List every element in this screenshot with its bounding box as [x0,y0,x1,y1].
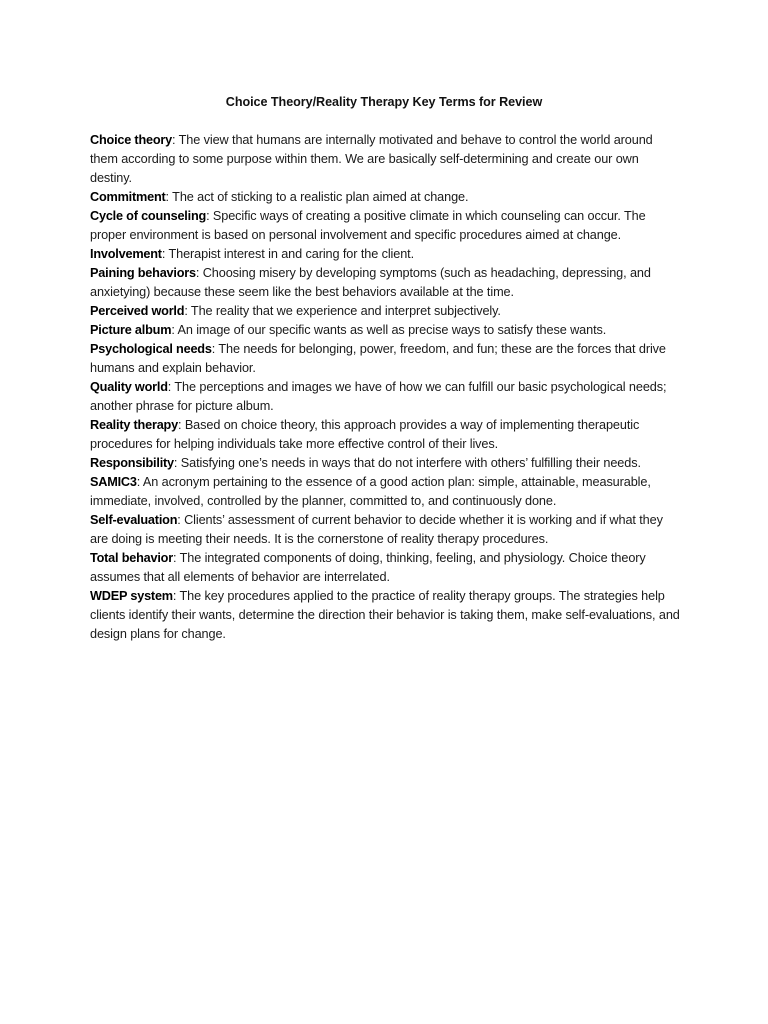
entry-definition: : Based on choice theory, this approach provides a way of implementing therapeutic procedures for helping individuals take more effective control of their lives. [90,418,640,451]
entry-term: Self-evaluation [90,513,178,527]
entry-definition: : The integrated components of doing, thinking, feeling, and physiology. Choice theory assumes that all elements of behavior are interrelated. [90,551,646,584]
glossary-entry-quality-world [90,378,680,416]
entry-definition: : The act of sticking to a realistic plan aimed at change. [165,190,469,204]
entry-term: Paining behaviors [90,266,196,280]
glossary-entry-paining-behaviors [90,264,680,302]
entry-term: WDEP system [90,589,173,603]
glossary-entry-samic3 [90,473,680,511]
entry-definition: : The reality that we experience and interpret subjectively. [184,304,501,318]
glossary-entry-cycle-of-counseling [90,207,680,245]
entry-term: Quality world [90,380,168,394]
glossary-list [90,131,680,644]
entry-definition: : The perceptions and images we have of how we can fulfill our basic psychological needs; another phrase for picture album. [90,380,667,413]
entry-term: Responsibility [90,456,174,470]
glossary-entry-self-evaluation [90,511,680,549]
entry-term: Total behavior [90,551,173,565]
entry-term: Picture album [90,323,172,337]
entry-term: SAMIC3 [90,475,137,489]
entry-term: Involvement [90,247,162,261]
entry-term: Psychological needs [90,342,212,356]
entry-definition: : The needs for belonging, power, freedom, and fun; these are the forces that drive humans and explain behavior. [90,342,666,375]
glossary-entry-reality-therapy [90,416,680,454]
entry-term: Perceived world [90,304,185,318]
glossary-entry-psychological-needs [90,340,680,378]
entry-definition: : The key procedures applied to the practice of reality therapy groups. The strategies help clients identify their wants, determine the direction their behavior is taking them, make self-evaluations, and design plans for change. [90,589,680,641]
glossary-entry-wdep-system [90,587,680,644]
entry-definition: : Satisfying one’s needs in ways that do not interfere with others’ fulfilling their needs. [173,456,641,470]
glossary-entry-involvement [90,245,680,264]
glossary-entry-total-behavior [90,549,680,587]
entry-definition: : An acronym pertaining to the essence of a good action plan: simple, attainable, measurable, immediate, involved, controlled by the planner, committed to, and continuously done. [90,475,651,508]
document-title: Choice Theory/Reality Therapy Key Terms for Review [225,95,543,109]
glossary-entry-perceived-world [90,302,680,321]
glossary-entry-responsibility [90,454,680,473]
entry-definition: : Therapist interest in and caring for the client. [161,247,415,261]
entry-definition: : The view that humans are internally motivated and behave to control the world around them according to some purpose within them. We are basically self-determining and create our own destiny. [90,133,653,185]
glossary-entry-choice-theory [90,131,680,188]
glossary-entry-picture-album [90,321,680,340]
glossary-entry-commitment [90,188,680,207]
entry-definition: : An image of our specific wants as well as precise ways to satisfy these wants. [171,323,607,337]
entry-term: Choice theory [90,133,172,147]
entry-term: Cycle of counseling [90,209,207,223]
entry-definition: : Specific ways of creating a positive climate in which counseling can occur. The proper environment is based on personal involvement and specific procedures aimed at change. [90,209,646,242]
entry-definition: : Clients’ assessment of current behavior to decide whether it is working and if what they are doing is meeting their needs. It is the cornerstone of reality therapy procedures. [90,513,663,546]
entry-term: Commitment [90,190,166,204]
entry-definition: : Choosing misery by developing symptoms (such as headaching, depressing, and anxietying) because these seem like the best behaviors available at the time. [90,266,651,299]
entry-term: Reality therapy [90,418,178,432]
